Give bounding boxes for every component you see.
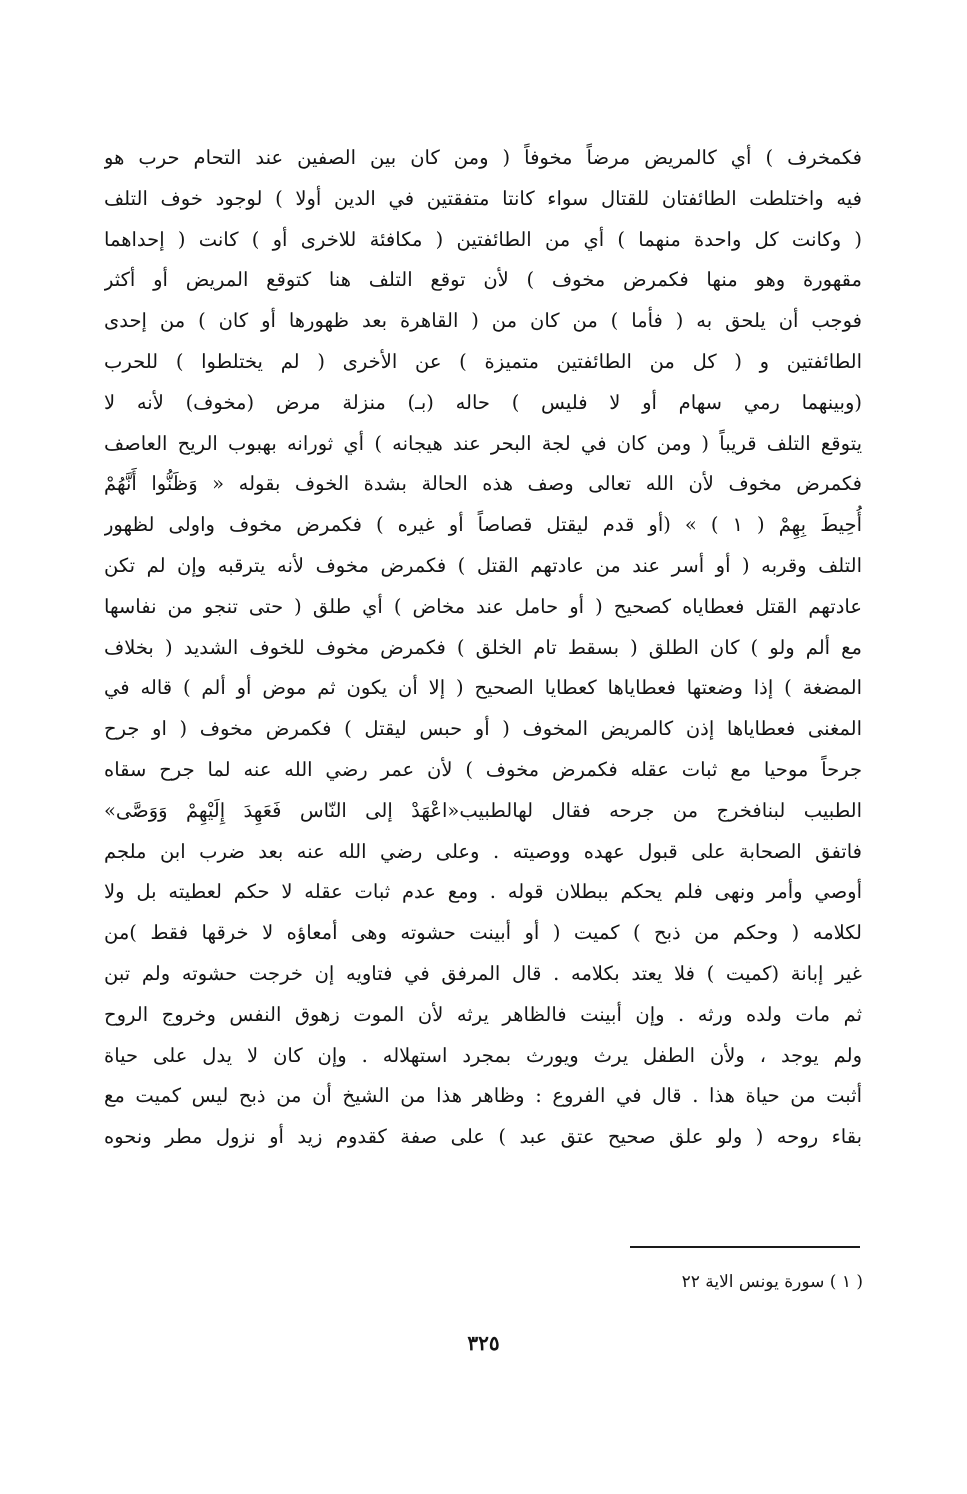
footnote-divider: [630, 1246, 860, 1248]
text-line: عادتهم القتل فعطاياه كصحيح ( أو حامل عند مخاض ) أي طلق ( حتى تنجو من نفاسها: [104, 594, 862, 618]
text-line: ( وكانت كل واحدة منهما ) أي من الطائفتين ( مكافئة للاخرى أو ) كانت ( إحداهما: [104, 227, 862, 251]
text-line: فوجب أن يلحق به ( فأما ) من كان من ( القاهرة بعد ظهورها أو كان ) من إحدى: [104, 309, 862, 333]
text-line: التلف وقربه ( أو أسر عند من عادتهم القتل ) فكمرض مخوف لأنه يترقبه وإن لم تكن: [104, 553, 862, 577]
text-line: ولم يوجد ، ولأن الطفل يرث ويورث بمجرد استهلاله . وإن كان لا يدل على حياة: [104, 1043, 862, 1067]
text-line: مع ألم ولو ) كان الطلق ( بسقط تام الخلق ) فكمرض مخوف للخوف الشديد ( بخلاف: [104, 635, 862, 659]
text-line: لكلامه ( وحكم من ذبح ) كميت ( أو أبينت حشوته وهى أمعاؤه لا خرقها فقط )من: [104, 921, 862, 945]
text-line: الطبيب لبنافخرج من جرحه فقال لهالطبيب«اعْهَدْ إلى النّاس فَعَهِدَ إِلَيْهِمْ وَوَصَّى»: [104, 798, 862, 822]
text-line: الطائفتين و ( كل من الطائفتين متميزة ) عن الأخرى ( لم يختلطوا ) للحرب: [104, 349, 862, 373]
text-line: (وبينهما رمي سهام أو لا فليس ) حاله (بـ) منزلة مرض (مخوف) لأنه لا: [104, 390, 862, 414]
text-line: فيه واختلطت الطائفتان للقتال سواء كانتا متفقتين في الدين أولا ) لوجود خوف التلف: [104, 186, 862, 210]
text-line: أثبت من حياة هذا . قال في الفروع : وظاهر هذا من الشيخ أن من ذبح ليس كميت مع: [104, 1084, 862, 1108]
text-line: غير إبانة (كميت ) فلا يعتد بكلامه . قال المرفق في فتاويه إن خرجت حشوته ولم تبن: [104, 961, 862, 985]
text-line: فكمرض مخوف لأن الله تعالى وصف هذه الحالة بشدة الخوف بقوله « وَظَنُّوا أَنَّهُمْ: [104, 472, 862, 496]
text-line: المضغة ) إذا وضعتها فعطاياها كعطايا الصحيح ( إلا أن يكون ثم موض أو ألم ) قاله في: [104, 676, 862, 700]
text-line: بقاء روحه ( ولو علق صحيح عتق عبد ) على صفة كقدوم زيد أو نزول مطر ونحوه: [104, 1125, 862, 1149]
text-line: ثم مات ولده ورثه . وإن أبينت فالظاهر يرثه لأن الموت زهوق النفس وخروج الروح: [104, 1002, 862, 1026]
text-line: فكمخرف ) أي كالمريض مرضاً مخوفاً ( ومن كان بين الصفين عند التحام حرب هو: [104, 146, 862, 169]
text-line: فاتفق الصحابة على قبول عهده ووصيته . وعلى رضي الله عنه بعد ضرب ابن ملجم: [104, 839, 862, 863]
text-line: أُحِيطَ بِهِمْ ( ١ ) » (أو قدم ليقتل قصاصاً أو غيره ) فكمرض مخوف واولى لظهور: [104, 513, 862, 537]
main-text-block: [104, 138, 862, 1158]
page-number: ٣٢٥: [467, 1331, 500, 1355]
text-line: يتوقع التلف قريباً ( ومن كان في لجة البحر عند هيجانه ) أي ثورانه بهبوب الريح العاصف: [104, 431, 862, 455]
text-line: أوصي وأمر ونهى فلم يحكم ببطلان قوله . ومع عدم ثبات عقله لا حكم لعطيته بل ولا: [104, 880, 862, 904]
text-line: المغنى فعطاياها إذن كالمريض المخوف ( أو حبس ليقتل ) فكمرض مخوف ( او جرح: [104, 717, 862, 741]
text-line: مقهورة وهو منها فكمرض مخوف ) لأن توقع التلف هنا كتوقع المريض أو أكثر: [104, 268, 862, 292]
text-line: جرحاً موحيا مع ثبات عقله فكمرض مخوف ) لأن عمر رضي الله عنه لما جرح سقاه: [104, 757, 862, 781]
footnote: ( ١ ) سورة يونس الاية ٢٢: [681, 1272, 863, 1292]
